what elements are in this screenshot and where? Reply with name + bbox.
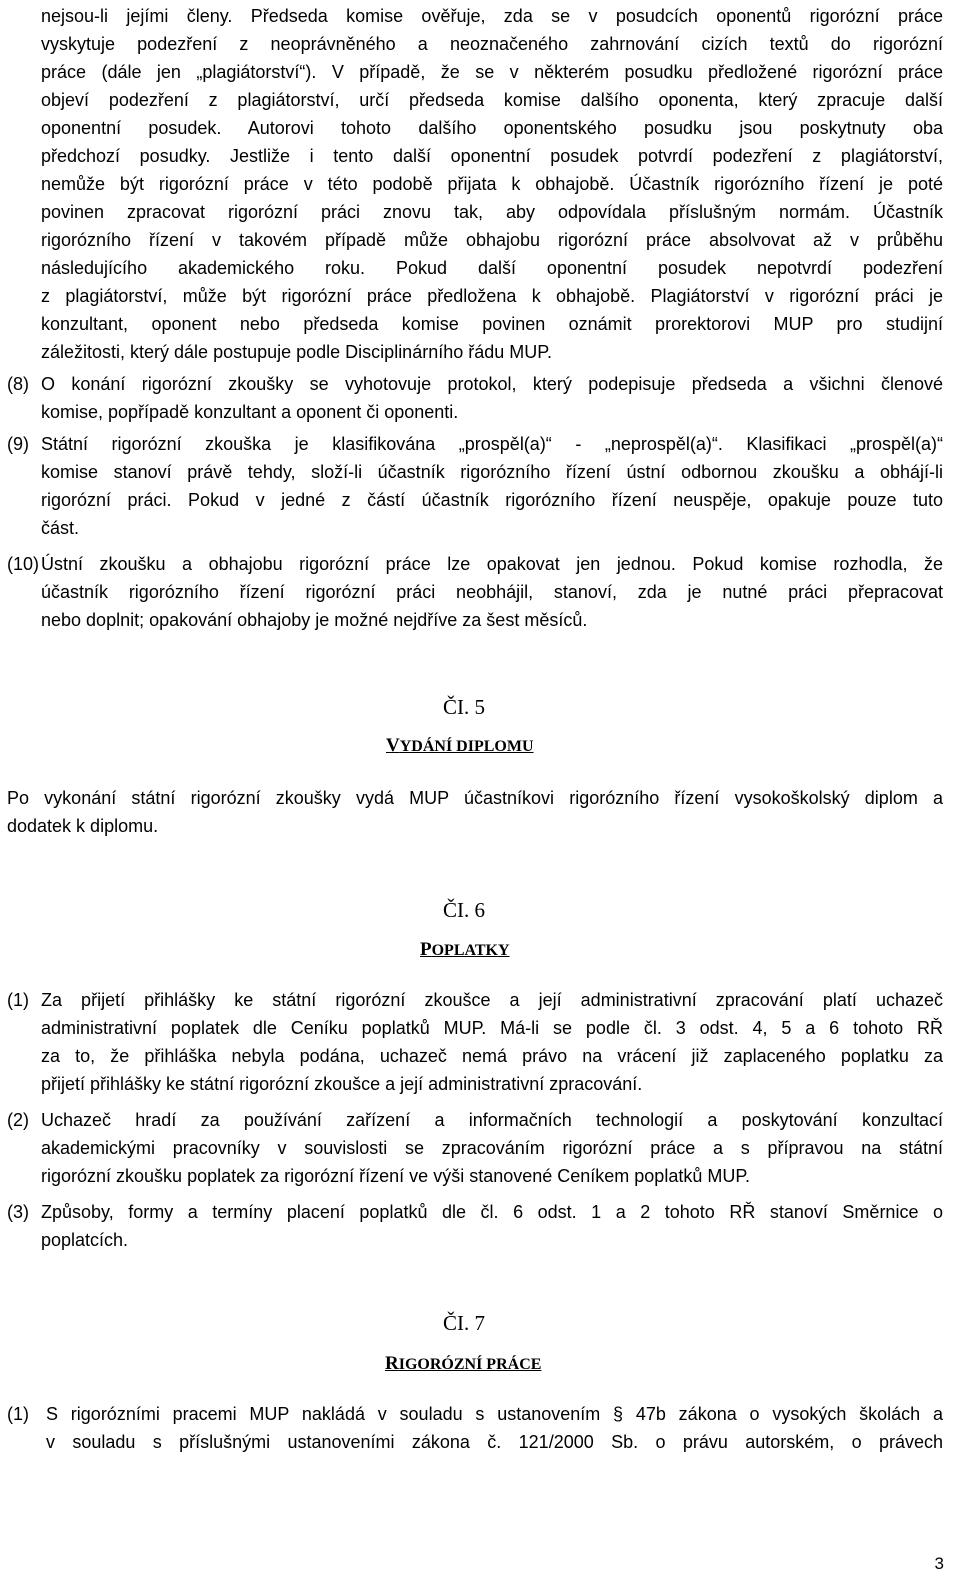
- text-line: konzultant, oponent nebo předseda komise povinen oznámit prorektorovi MUP pro studijní: [41, 314, 943, 334]
- text-line: povinen zpracovat rigorózní práci znovu tak, aby odpovídala příslušným normám. Účastník: [41, 202, 943, 222]
- text-line: komise, popřípadě konzultant a oponent či oponenti.: [41, 402, 459, 422]
- text-line: Státní rigorózní zkouška je klasifikována „prospěl(a)“ - „neprospěl(a)“. Klasifikaci „prospěl(a)“: [41, 434, 943, 454]
- text-line: Ústní zkoušku a obhajobu rigorózní práce lze opakovat jen jednou. Pokud komise rozhodla, že: [41, 554, 943, 574]
- title-rest: IGORÓZNÍ PRÁCE: [398, 1356, 542, 1373]
- text-line: administrativní poplatek dle Ceníku poplatků MUP. Má-li se podle čl. 3 odst. 4, 5 a 6 tohoto RŘ: [41, 1018, 943, 1038]
- item-number: (3): [7, 1202, 29, 1222]
- article-title: [420, 939, 510, 962]
- item-number: (10): [7, 554, 40, 574]
- title-rest: YDÁNÍ DIPLOMU: [399, 738, 534, 755]
- text-line: Za přijetí přihlášky ke státní rigorózní zkoušce a její administrativní zpracování platí uchazeč: [41, 990, 943, 1010]
- title-initial: V: [386, 735, 400, 756]
- text-line: rigorózního řízení v takovém případě může obhajobu rigorózní práce absolvovat až v průběhu: [41, 230, 943, 250]
- text-line: nemůže být rigorózní práce v této podobě přijata k obhajobě. Účastník rigorózního řízení je poté: [41, 174, 943, 194]
- text-line: objeví podezření z plagiátorství, určí předseda komise dalšího oponenta, který zpracuje další: [41, 90, 943, 110]
- text-line: záležitosti, který dále postupuje podle Disciplinárního řádu MUP.: [41, 342, 552, 362]
- text-line: přijetí přihlášky ke státní rigorózní zkoušce a její administrativní zpracování.: [41, 1074, 643, 1094]
- text-line: v souladu s příslušnými ustanoveními zákona č. 121/2000 Sb. o právu autorském, o právech: [46, 1432, 943, 1452]
- item-number: (1): [7, 990, 29, 1010]
- article-number: ČI. 7: [443, 1311, 485, 1335]
- text-line: předchozí posudky. Jestliže i tento další oponentní posudek potvrdí podezření z plagiátorství,: [41, 146, 943, 166]
- text-line: rigorózní zkoušku poplatek za rigorózní řízení ve výši stanovené Ceníkem poplatků MUP.: [41, 1166, 751, 1186]
- text-line: nebo doplnit; opakování obhajoby je možné nejdříve za šest měsíců.: [41, 610, 588, 630]
- text-line: Uchazeč hradí za používání zařízení a informačních technologií a poskytování konzultací: [41, 1110, 943, 1130]
- text-line: O konání rigorózní zkoušky se vyhotovuje protokol, který podepisuje předseda a všichni členové: [41, 374, 943, 394]
- text-line: S rigorózními pracemi MUP nakládá v souladu s ustanovením § 47b zákona o vysokých školách a: [46, 1404, 943, 1424]
- text-line: práce (dále jen „plagiátorství“). V případě, že se v některém posudku předložené rigorózní práce: [41, 62, 943, 82]
- item-number: (1): [7, 1404, 29, 1424]
- text-line: oponentní posudek. Autorovi tohoto dalšího oponentského posudku jsou poskytnuty oba: [41, 118, 943, 138]
- text-line: vyskytuje podezření z neoprávněného a neoznačeného zahrnování cizích textů do rigorózní: [41, 34, 943, 54]
- article-title: [386, 735, 534, 758]
- title-initial: P: [420, 939, 432, 960]
- article-number: ČI. 6: [443, 898, 485, 922]
- text-line: za to, že přihláška nebyla podána, uchazeč nemá právo na vrácení již zaplaceného poplatku za: [41, 1046, 943, 1066]
- text-line: rigorózní práci. Pokud v jedné z částí účastník rigorózního řízení neuspěje, opakuje pouze tuto: [41, 490, 943, 510]
- text-line: účastník rigorózního řízení rigorózní práci neobhájil, stanoví, zda je nutné práci přepracovat: [41, 582, 943, 602]
- item-number: (8): [7, 374, 29, 394]
- text-line: Po vykonání státní rigorózní zkoušky vydá MUP účastníkovi rigorózního řízení vysokoškolský diplom a: [7, 788, 943, 808]
- title-initial: R: [385, 1353, 399, 1374]
- item-number: (2): [7, 1110, 29, 1130]
- item-number: (9): [7, 434, 29, 454]
- text-line: Způsoby, formy a termíny placení poplatků dle čl. 6 odst. 1 a 2 tohoto RŘ stanoví Směrnice o: [41, 1202, 943, 1222]
- article-title: [385, 1353, 541, 1376]
- text-line: z plagiátorství, může být rigorózní práce předložena k obhajobě. Plagiátorství v rigorózní práci je: [41, 286, 943, 306]
- text-line: nejsou-li jejími členy. Předseda komise ověřuje, zda se v posudcích oponentů rigorózní práce: [41, 6, 943, 26]
- text-line: část.: [41, 518, 80, 538]
- text-line: komise stanoví právě tehdy, složí-li účastník rigorózního řízení ústní odbornou zkoušku a obhájí-li: [41, 462, 943, 482]
- text-line: poplatcích.: [41, 1230, 129, 1250]
- article-number: ČI. 5: [443, 695, 485, 719]
- text-line: akademickými pracovníky v souvislosti se zpracováním rigorózní práce a s přípravou na státní: [41, 1138, 943, 1158]
- title-rest: OPLATKY: [431, 942, 510, 959]
- text-line: dodatek k diplomu.: [7, 816, 159, 836]
- text-line: následujícího akademického roku. Pokud další oponentní posudek nepotvrdí podezření: [41, 258, 943, 278]
- page-number: 3: [934, 1554, 944, 1573]
